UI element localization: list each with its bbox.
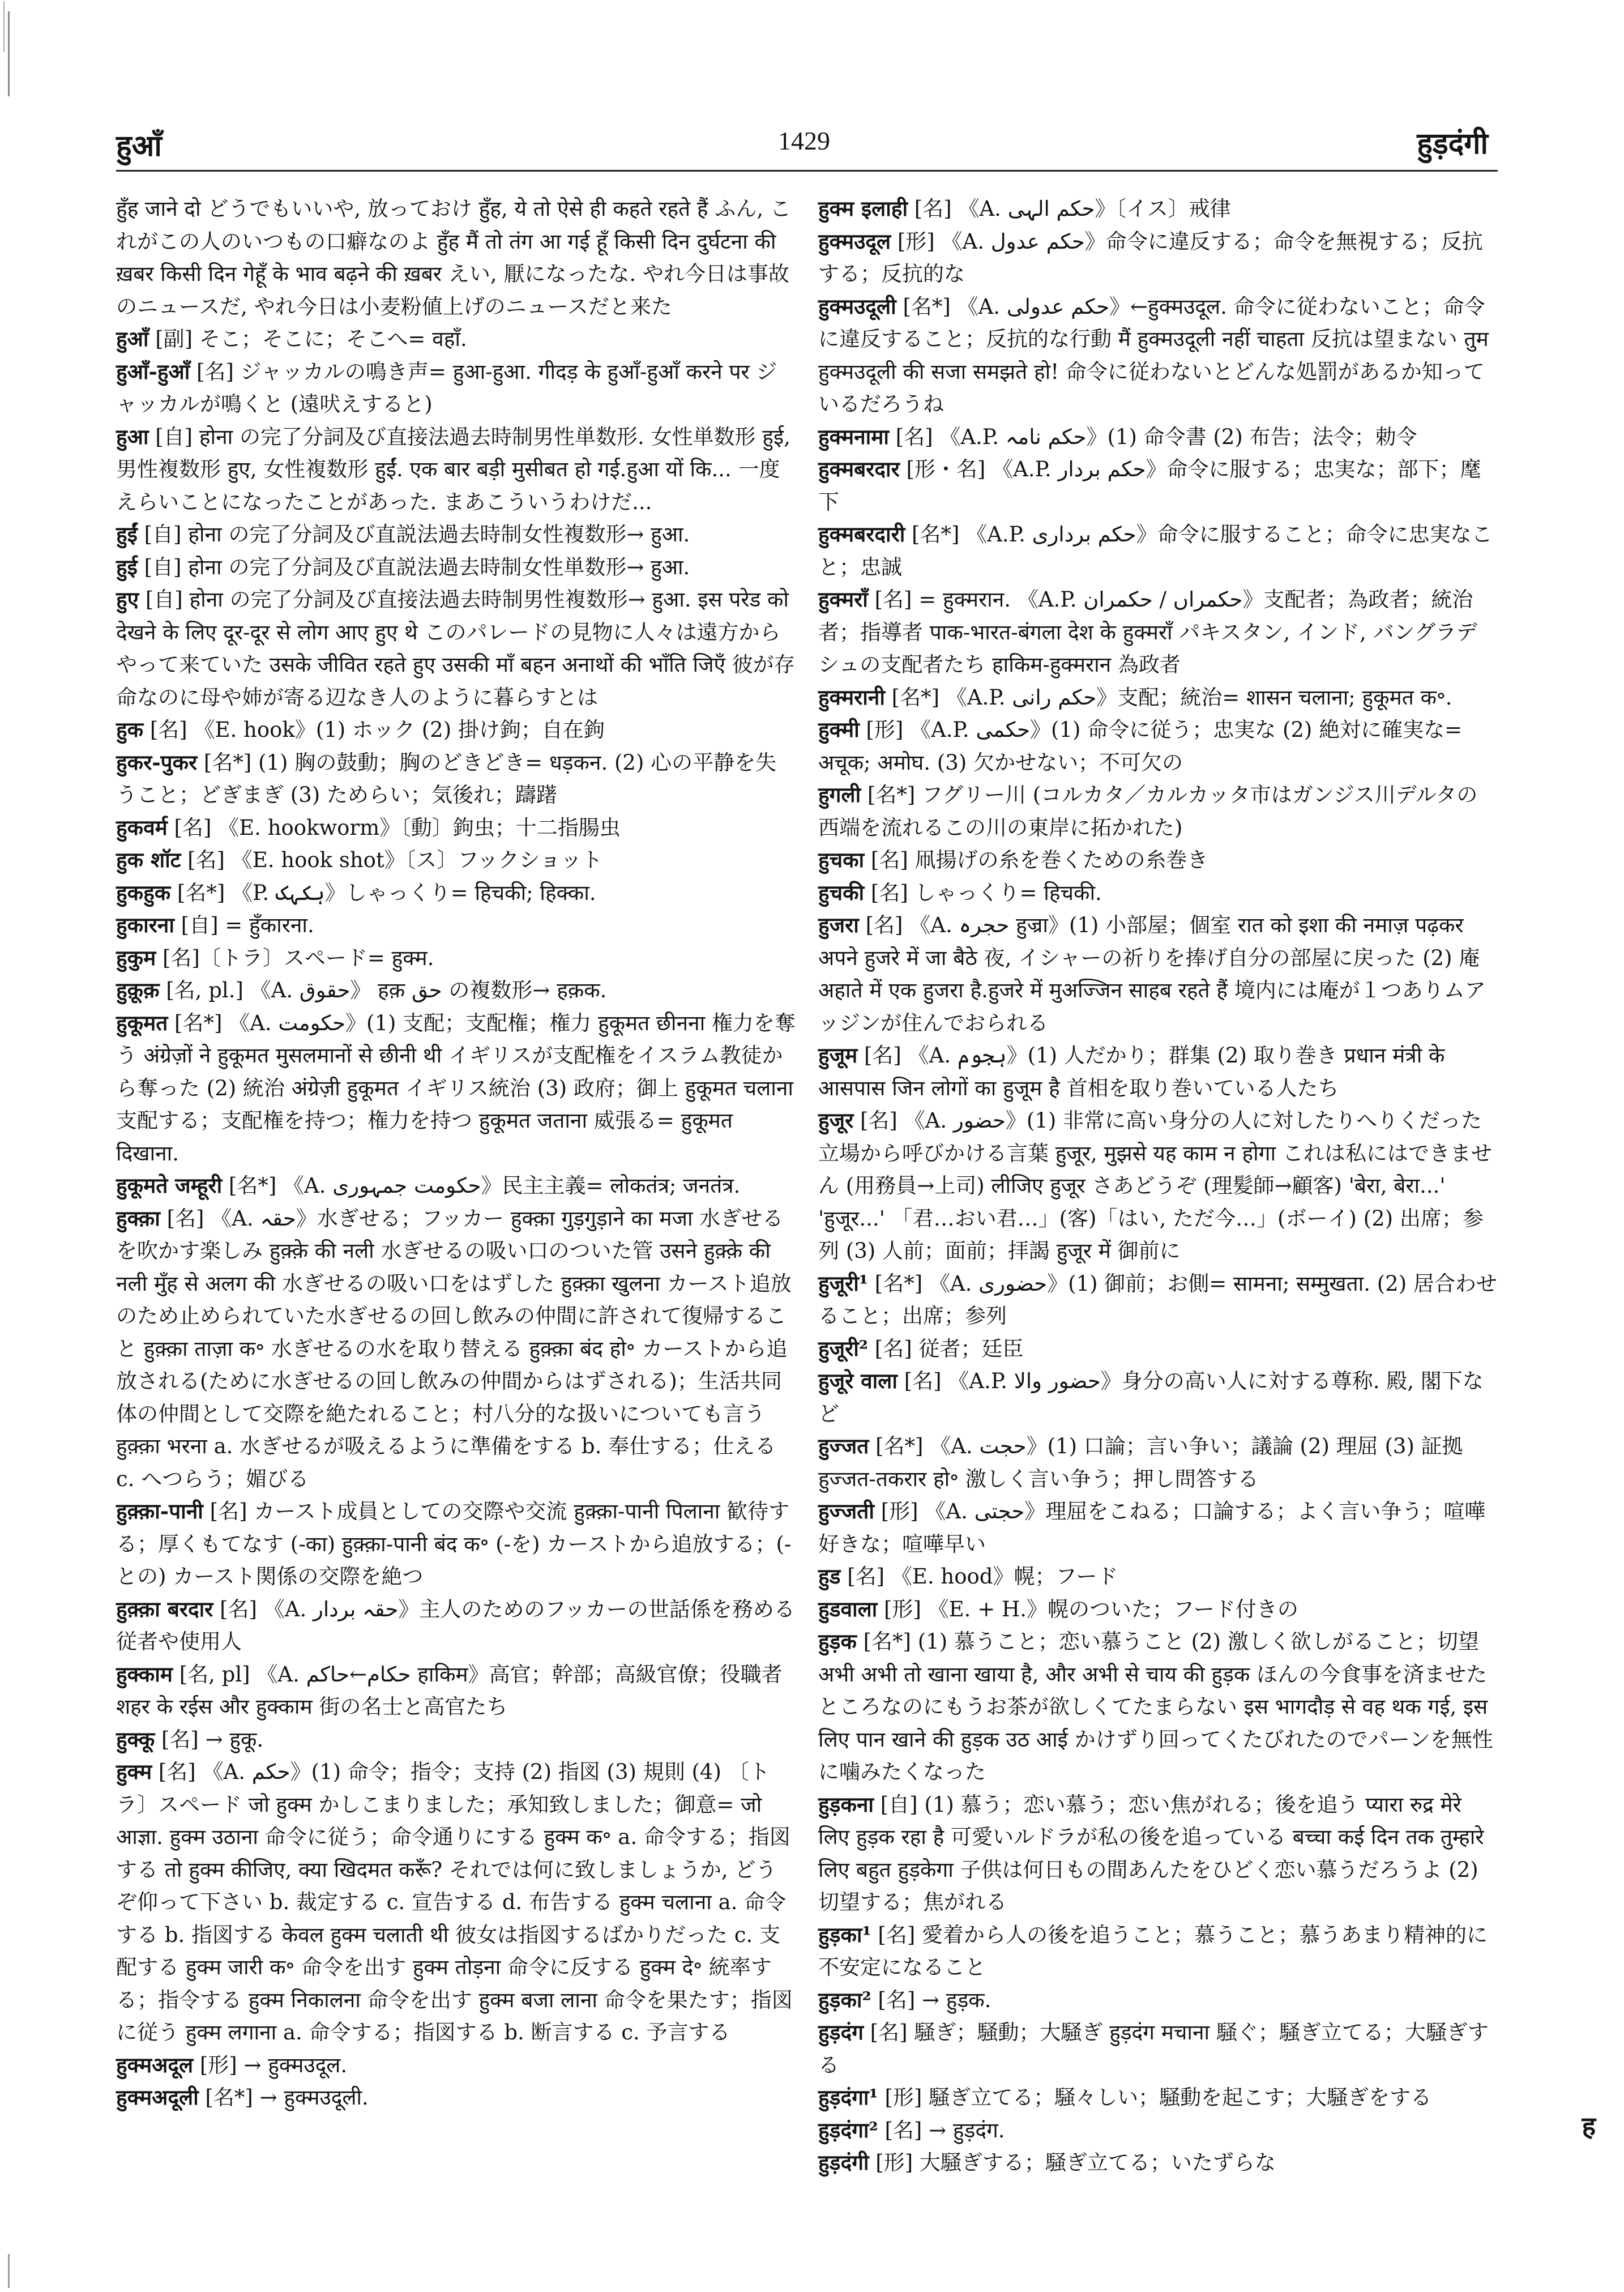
entry-headword: हुआ (116, 424, 149, 449)
header-rule (116, 170, 1498, 172)
entry-headword: हुक्कू (116, 1726, 155, 1752)
dictionary-entry (116, 909, 796, 942)
entry-definition: [名*] (1) 胸の鼓動；胸のどきどき= धड़कन. (2) 心の平静を失うこと；どぎまぎ (3) ためらい；気後れ；躊躇 (116, 750, 777, 807)
entry-headword: हुजूम (818, 1043, 858, 1068)
entry-headword: हुड़दंगा² (818, 2117, 878, 2142)
entry-definition: [名] カースト成員としての交際や交流 हुक़्क़ा-पानी पिलाना 歓待する；厚くもてなす (-का) हुक़्क़ा-पानी बंद क॰ (-を) カーストから追放する；(-との) カースト関係の交際を絶つ (116, 1499, 792, 1589)
dictionary-entry (116, 1723, 796, 1756)
entry-headword: हुचकी (818, 880, 865, 905)
running-head-right: हुड़दंगी (1417, 126, 1488, 161)
entry-headword: हुड़दंगा¹ (818, 2085, 878, 2110)
dictionary-entry (818, 453, 1498, 518)
entry-definition: [名] 《A. حضور》(1) 非常に高い身分の人に対したりへりくだった立場から呼びかける言葉 हुजूर, मुझसे यह काम न होगा これは私にはできません (用務員→上司) लीजिए हुजूर さあどうぞ (理髪師→顧客) 'बेरा, बेरा...' 'हुजूर...' 「君…おい君…」(客)「はい, ただ今…」(ボーイ) (2) 出席；参列 (3) 人前；面前；拝謁 हुजूर में 御前に (818, 1108, 1492, 1263)
entry-definition: [名*] 《A. حکومت》(1) 支配；支配権；権力 हुकूमत छीनना 権力を奪う अंग्रेज़ों ने हुकूमत मुसलमानों से छीनी थी イギリスが支配権をイスラム教徒から奪った (2) 統治 अंग्रेज़ी हुकूमत イギリス統治 (3) 政府；御上 हुकूमत चलाना 支配する；支配権を持つ；権力を持つ हुकूमत जताना 威張る= हुकूमत दिखाना. (116, 1010, 796, 1166)
dictionary-entry (116, 1007, 796, 1170)
entry-headword: हुड़कना (818, 1791, 874, 1817)
entry-definition: [自] होना の完了分詞及び直説法過去時制女性複数形→ हुआ. (137, 522, 690, 547)
dictionary-entry (818, 291, 1498, 421)
entry-definition: [副] そこ；そこに；そこへ= वहाँ. (148, 327, 467, 351)
entry-definition: [名] 《A. ہجوم》(1) 人だかり；群集 (2) 取り巻き प्रधान मंत्री के आसपास जिन लोगों का हुजूम है 首相を取り巻いている人たち (818, 1043, 1445, 1100)
entry-headword: हुज्जती (818, 1499, 874, 1523)
entry-definition: [名] → हुड़क. (871, 1987, 992, 2012)
entry-definition: [形] 《E. + H.》幌のついた；フード付きの (877, 1597, 1298, 1621)
dictionary-entry (818, 1333, 1498, 1365)
dictionary-entry (818, 2146, 1498, 2179)
dictionary-entry (818, 779, 1498, 844)
dictionary-entry (116, 877, 796, 910)
entry-headword: हुक्मी (818, 717, 860, 742)
entry-definition: [名*] 《A. حکومت جمہوری》民主主義= लोकतंत्र; जनतंत्र. (222, 1173, 741, 1198)
entry-headword: हुक्काम (116, 1661, 173, 1687)
dictionary-entry (116, 812, 796, 844)
entry-headword: हुई (116, 554, 138, 579)
entry-definition: [名*] 《A. حجت》(1) 口論；言い争い；議論 (2) 理屈 (3) 証拠 हुज्जत-तकरार हो॰ 激しく言い争う；押し問答する (818, 1434, 1463, 1491)
dictionary-entry (116, 1202, 796, 1496)
dictionary-entry (116, 193, 796, 323)
entry-headword: हुआँ (116, 326, 149, 351)
entry-headword: हुआँ-हुआँ (116, 358, 190, 384)
entry-headword: हुईं (116, 522, 138, 547)
entry-headword: हुड़का¹ (818, 1922, 871, 1947)
entry-definition: [名] 《A. حکم الہی》〔イス〕戒律 (908, 197, 1231, 221)
dictionary-entry (818, 1789, 1498, 1919)
entry-headword: हुड़दंगी (818, 2150, 869, 2175)
dictionary-entry (818, 1267, 1498, 1333)
page-header (0, 119, 1624, 164)
dictionary-entry (116, 974, 796, 1007)
entry-definition: [名] 《A. حکم》(1) 命令；指令；支持 (2) 指図 (3) 規則 (4) 〔トラ〕スペード जो हुक्म かしこまりました；承知致しました；御意= जो आज्ञा. हुक्म उठाना 命令に従う；命令通りにする हुक्म क॰ a. 命令する；指図する तो हुक्म कीजिए, क्या खिदमत करूँ? それでは何に致しましょうか, どうぞ仰って下さい b. 裁定する c. 宣告する d. 布告する हुक्म चलाना a. 命令する b. 指図する केवल हुक्म चलाती थी 彼女は指図するばかりだった c. 支配する हुक्म जारी क॰ 命令を出す हुक्म तोड़ना 命令に反する हुक्म दे॰ 統率する；指令する हुक्म निकालना 命令を出す हुक्म बजा लाना 命令を果たす；指図に従う हुक्म लगाना a. 命令する；指図する b. 断言する c. 予言する (116, 1760, 793, 2045)
entry-definition: [名*] 《A. حضوری》(1) 御前；お側= सामना; सम्मुखता. (2) 居合わせること；出席；参列 (818, 1271, 1497, 1328)
entry-headword: हुगली (818, 782, 861, 807)
entry-definition: [形] → हुक्मउदूल. (193, 2052, 348, 2077)
entry-headword: हुक्मनामा (818, 424, 889, 449)
entry-definition: [名, pl] 《A. حکام←حاکم हाकिम》高官；幹部；高級官僚；役職者 शहर के रईस और हुक्काम 街の名士と高官たち (116, 1662, 783, 1719)
entry-definition: [名] 《A. حقہ》水ぎせる；フッカー हुक्क़ा गुड़गुड़ाने का मजा 水ぎせるを吹かす楽しみ हुक़्क़े की नली 水ぎせるの吸い口のついた管 उसने हुक़्क़े की नली मुँह से अलग की 水ぎせるの吸い口をはずした हुक़्क़ा खुलना カースト追放のため止められていた水ぎせるの回し飲みの仲間に許されて復帰すること हुक़्क़ा ताज़ा क॰ 水ぎせるの水を取り替える हुक़्क़ा बंद हो॰ カーストから追放される(ために水ぎせるの回し飲みの仲間からはずされる)；生活共同体の仲間として交際を絶たれること；村八分的な扱いについても言う हुक़्क़ा भरना a. 水ぎせるが吸えるように準備をする b. 奉仕する；仕える c. へつらう；媚びる (116, 1206, 792, 1491)
entry-definition: [形] 騒ぎ立てる；騒々しい；騒動を起こす；大騒ぎをする (878, 2085, 1432, 2110)
dictionary-entry (116, 1593, 796, 1658)
dictionary-entry (818, 1984, 1498, 2017)
entry-definition: [自] होना の完了分詞及び直説法過去時制女性単数形→ हुआ. (137, 554, 690, 579)
page-number: 1429 (778, 126, 830, 155)
dictionary-entry (116, 714, 796, 746)
entry-definition: [名] 従者；廷臣 (868, 1336, 1024, 1361)
entry-definition: [名] 《E. hookworm》〔動〕鉤虫；十二指腸虫 (167, 815, 621, 840)
entry-headword: हुक़ूक़ (116, 978, 160, 1002)
dictionary-entry (116, 323, 796, 356)
entry-headword: हुक्म इलाही (818, 196, 908, 221)
entry-definition: [自] = हुँकारना. (174, 913, 314, 937)
dictionary-entry (818, 1104, 1498, 1267)
entry-definition: [名*] (1) 慕うこと；恋い慕うこと (2) 激しく欲しがること；切望 अभी अभी तो खाना खाया है, और अभी से चाय की हुड़क ほんの今食事を済ませたところなのにもうお茶が欲しくてたまらない इस भागदौड़ से वह थक गई, इस लिए पान खाने की हुड़क उठ आई かけずり回ってくたびれたのでパーンを無性に噛みたくなった (818, 1629, 1493, 1784)
dictionary-entry (818, 844, 1498, 877)
right-column (818, 193, 1498, 2179)
dictionary-entry (818, 877, 1498, 910)
dictionary-entry (818, 909, 1498, 1039)
entry-definition: [名*] 《P. ہکہک》しゃっくり= हिचकी; हिक्का. (170, 880, 596, 905)
entry-definition: [形] 大騒ぎする；騒ぎ立てる；いたずらな (869, 2150, 1276, 2175)
entry-headword: हुड़क (818, 1629, 857, 1654)
dictionary-entry (818, 1495, 1498, 1560)
dictionary-entry (818, 1625, 1498, 1789)
scan-edge-mark (3, 1, 5, 52)
entry-headword: हुजरा (818, 912, 859, 937)
entry-headword: हुजूरी² (818, 1335, 869, 1361)
entry-definition: [自] (1) 慕う；恋い慕う；恋い焦がれる；後を追う प्यारा रुद्र मेरे लिए हुड़क रहा है 可愛いルドラが私の後を追っている बच्चा कई दिन तक तुम्हारे लिए बहुत हुड़केगा 子供は何日もの間あんたをひどく恋い慕うだろうよ (2) 切望する；焦がれる (818, 1792, 1484, 1914)
entry-headword: हुए (116, 587, 139, 612)
entry-definition: [名] 愛着から人の後を追うこと；慕うこと；慕うあまり精神的に不安定になること (818, 1922, 1488, 1979)
dictionary-entry (116, 583, 796, 714)
dictionary-entry (116, 551, 796, 584)
dictionary-entry (818, 1365, 1498, 1430)
entry-headword: हुक़्क़ा बरदार (116, 1596, 213, 1621)
entry-headword: हुकर-पुकर (116, 749, 198, 775)
entry-headword: हुकूमते जम्हूरी (116, 1173, 223, 1198)
entry-definition: [名*] 《A.P. حکم برداری》命令に服すること；命令に忠実なこと；忠誠 (818, 522, 1493, 579)
entry-definition: [形・名] 《A.P. حکم بردار》命令に服する；忠実な；部下；麾下 (818, 457, 1481, 514)
entry-definition: [形] 《A. حکم عدول》命令に違反する；命令を無視する；反抗する；反抗的な (818, 229, 1483, 286)
entry-headword: हुचका (818, 847, 865, 872)
entry-headword: हुजूरे वाला (818, 1368, 898, 1393)
scan-edge-mark (8, 2254, 10, 2288)
dictionary-entry (116, 1170, 796, 1202)
entry-headword: हुजूर (818, 1108, 854, 1133)
entry-definition: [名] = हुक्मरान. 《A.P. حکمراں / حکمران》支配者；為政者；統治者；指導者 पाक-भारत-बंगला देश के हुक्मराँ パキスタン, インド, バングラデシュの支配者たち हाकिम-हुक्मरान 為政者 (818, 587, 1477, 677)
dictionary-entry (116, 2081, 796, 2114)
dictionary-entry (818, 1039, 1498, 1104)
dictionary-entry (818, 225, 1498, 291)
entry-headword: हुजूरी¹ (818, 1270, 869, 1296)
entry-headword: हुज्जत (818, 1433, 869, 1458)
entry-definition: [自] होना の完了分詞及び直接法過去時制男性単数形. 女性単数形 हुई, 男性複数形 हुए, 女性複数形 हुईं. एक बार बड़ी मुसीबत हो गई.हुआ यों कि... 一度えらいことになったことがあった. まあこういうわけだ... (116, 424, 790, 514)
dictionary-entry (116, 421, 796, 519)
entry-definition: [名] 《A. حقہ بردار》主人のためのフッカーの世話係を務める従者や使用人 (116, 1597, 795, 1654)
entry-definition: [名]〔トラ〕スペード= हुक्म. (156, 945, 434, 970)
dictionary-entry (818, 1560, 1498, 1593)
dictionary-entry (818, 714, 1498, 779)
entry-definition: [名*] → हुक्मउदूली. (198, 2085, 369, 2110)
entry-headword: हुक शॉट (116, 847, 181, 872)
dictionary-entry (116, 1495, 796, 1593)
entry-headword: हुड (818, 1564, 841, 1589)
entry-headword: हुक्मबरदारी (818, 522, 905, 547)
entry-headword: हुक्मअदूली (116, 2085, 199, 2110)
entry-definition: [名*] 《A. حکم عدولی》←हुक्मउदूल. 命令に従わないこと；命令に違反すること；反抗的な行動 मैं हुक्मउदूली नहीं चाहता 反抗は望まない तुम हुक्मउदूली की सजा समझते हो! 命令に従わないとどんな処罰があるか知っているだろうね (818, 294, 1489, 416)
entry-definition: [名*] フグリー川 (コルカタ／カルカッタ市はガンジス川デルタの西端を流れるこの川の東岸に拓かれた) (818, 783, 1478, 840)
entry-definition: हुँह जाने दो どうでもいいや, 放っておけ हुँह, ये तो ऐसे ही कहते रहते हैं ふん, これがこの人のいつもの口癖なのよ हुँह मैं तो तंग आ गई हूँ किसी दिन दुर्घटना की ख़बर किसी दिन गेहूँ के भाव बढ़ने की ख़बर えい, 厭になったな. やれ今日は事故のニュースだ, やれ今日は小麦粉値上げのニュースだと来た (116, 197, 791, 319)
scan-edge-mark (8, 11, 10, 96)
dictionary-entry (818, 193, 1498, 225)
entry-headword: हुक्मउदूली (818, 293, 896, 319)
entry-definition: [名] 《E. hook》(1) ホック (2) 掛け鉤；自在鉤 (143, 718, 605, 742)
dictionary-entry (818, 1919, 1498, 1984)
entry-definition: [自] होना の完了分詞及び直接法過去時制男性複数形→ हुआ. इस परेड को देखने के लिए दूर-दूर से लोग आए हुए थे このパレードの見物に人々は遠方からやって来ていた उसके जीवित रहते हुए उसकी माँ बहन अनाथों की भाँति जिएँ 彼が存命なのに母や姉が寄る辺なき人のように暮らすとは (116, 587, 795, 710)
entry-headword: हुकूमत (116, 1010, 168, 1035)
entry-headword: हुक्म (116, 1759, 152, 1784)
thumb-index-letter: ह (1582, 2111, 1596, 2141)
entry-headword: हुड़का² (818, 1987, 871, 2012)
dictionary-entry (818, 583, 1498, 681)
entry-definition: [名] 《E. hook shot》〔ス〕フックショット (181, 848, 602, 872)
running-head-left: हुआँ (116, 129, 162, 163)
entry-definition: [名] 《E. hood》幌；フード (840, 1564, 1118, 1589)
entry-definition: [名] 騒ぎ；騒動；大騒ぎ हुड़दंग मचाना 騒ぐ；騒ぎ立てる；大騒ぎする (818, 2020, 1489, 2077)
dictionary-entry (116, 942, 796, 975)
entry-headword: हुक्मबरदार (818, 456, 900, 481)
entry-headword: हुकारना (116, 912, 174, 937)
entry-definition: [名] → हुड़दंग. (878, 2118, 1005, 2142)
dictionary-entry (818, 681, 1498, 714)
dictionary-entry (116, 1756, 796, 2049)
dictionary-entry (818, 2016, 1498, 2081)
entry-headword: हुडवाला (818, 1596, 878, 1621)
entry-headword: हुकवर्म (116, 814, 168, 840)
entry-definition: [形] 《A. حجتی》理屈をこねる；口論する；よく言い争う；喧嘩好きな；喧嘩早い (818, 1499, 1486, 1556)
dictionary-entry (116, 746, 796, 812)
entry-headword: हुकहुक (116, 880, 171, 905)
entry-headword: हुक़्क़ा-पानी (116, 1499, 203, 1523)
dictionary-entry (818, 2081, 1498, 2114)
entry-definition: [名] 《A.P. حکم نامہ》(1) 命令書 (2) 布告；法令；勅令 (888, 424, 1417, 449)
entry-definition: [名] 《A.P. حضور والا》身分の高い人に対する尊称. 殿, 閣下など (818, 1369, 1484, 1426)
entry-definition: [名] ジャッカルの鳴き声= हुआ-हुआ. गीदड़ के हुआँ-हुआँ करने पर ジャッカルが鳴くと (遠吠えすると) (116, 359, 777, 416)
dictionary-entry (818, 1430, 1498, 1495)
entry-headword: हुक (116, 717, 144, 742)
entry-headword: हुड़दंग (818, 2020, 864, 2045)
entry-definition: [名] しゃっくり= हिचकी. (864, 880, 1102, 905)
dictionary-entry (818, 2114, 1498, 2147)
dictionary-entry (818, 518, 1498, 583)
entry-definition: [名] 凧揚げの糸を巻くための糸巻き (864, 848, 1208, 872)
entry-definition: [名*] 《A.P. حکم رانی》支配；統治= शासन चलाना; हुकूमत क॰. (884, 685, 1452, 710)
dictionary-entry (116, 844, 796, 877)
dictionary-entry (818, 1593, 1498, 1626)
dictionary-entry (116, 2049, 796, 2082)
entry-headword: हुकुम (116, 945, 156, 970)
entry-headword: हुक्मअदूल (116, 2052, 194, 2077)
entry-definition: [名] 《A. حجرہ हुज्रा》(1) 小部屋；個室 रात को इशा की नमाज़ पढ़कर अपने हुजरे में जा बैठे 夜, イシャーの祈りを捧げ自分の部屋に戻った (2) 庵 अहाते में एक हुजरा है.हुजरे में मुअज्जिन साहब रहते हैं 境内には庵が１つありムアッジンが住んでおられる (818, 913, 1486, 1035)
entry-definition: [名, pl.] 《A. حقوق》 हक़ حق の複数形→ हक़क. (159, 978, 607, 1002)
dictionary-entry (116, 356, 796, 421)
entry-headword: हुक्क़ा (116, 1205, 160, 1231)
entry-definition: [形] 《A.P. حکمی》(1) 命令に従う；忠実な (2) 絶対に確実な= अचूक; अमोघ. (3) 欠かせない；不可欠の (818, 718, 1463, 775)
left-column (116, 193, 796, 2114)
dictionary-entry (818, 421, 1498, 454)
entry-definition: [名] → हुकू. (155, 1727, 264, 1752)
entry-headword: हुक्मउदूल (818, 228, 891, 254)
dictionary-entry (116, 1658, 796, 1723)
entry-headword: हुक्मराँ (818, 587, 868, 612)
entry-headword: हुक्मरानी (818, 684, 885, 710)
dictionary-entry (116, 518, 796, 551)
